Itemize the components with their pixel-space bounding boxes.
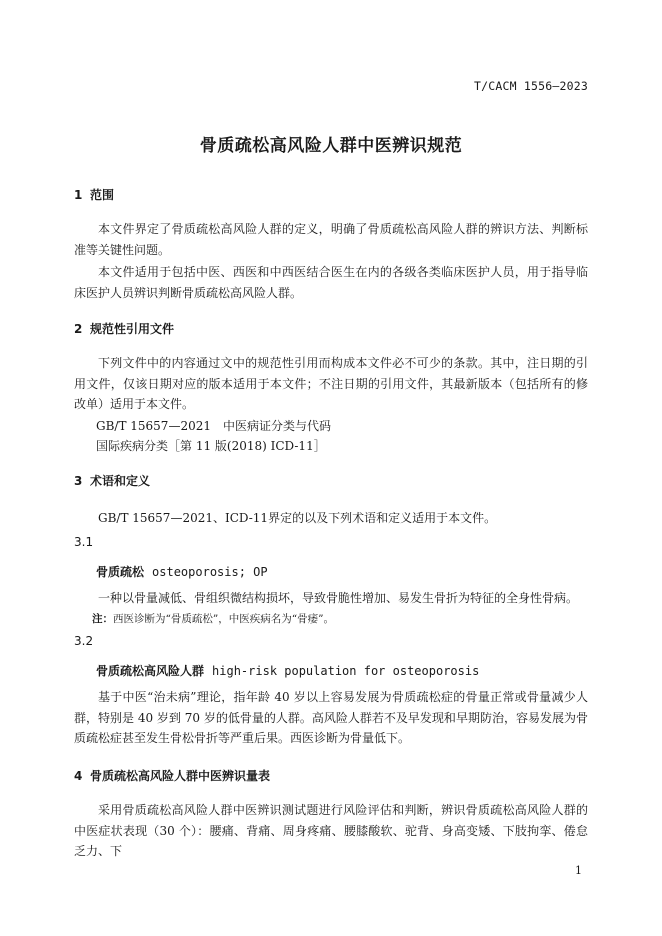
reference-gbt-15657: GB/T 15657—2021 中医病证分类与代码 xyxy=(96,419,331,433)
section-2-paragraph-1: 下列文件中的内容通过文中的规范性引用而构成本文件必不可少的条款。其中，注日期的引用文件，仅该日期对应的版本适用于本文件；不注日期的引用文件，其最新版本（包括所有的修改单）适用于本文件。 xyxy=(74,356,588,411)
section-1-paragraph-1: 本文件界定了骨质疏松高风险人群的定义，明确了骨质疏松高风险人群的辨识方法、判断标准等关键性问题。 xyxy=(74,222,588,257)
term-3-2-definition: 基于中医“治未病”理论，指年龄 40 岁以上容易发展为骨质疏松症的骨量正常或骨量减少人群，特别是 40 岁到 70 岁的低骨量的人群。高风险人群若不及早发现和早期防治，容易发展为骨质疏松症甚至发生骨松骨折等严重后果。西医诊断为骨量低下。 xyxy=(74,690,588,745)
page-number: 1 xyxy=(575,864,582,877)
section-1-heading xyxy=(74,186,114,203)
section-number: 4 xyxy=(74,769,83,783)
section-title: 规范性引用文件 xyxy=(90,322,175,336)
term-3-1-note xyxy=(92,611,334,626)
section-3-paragraph-1: GB/T 15657—2021、ICD-11界定的以及下列术语和定义适用于本文件。 xyxy=(98,511,497,525)
section-4-paragraph-1: 采用骨质疏松高风险人群中医辨识测试题进行风险评估和判断，辨识骨质疏松高风险人群的中医症状表现（30 个）：腰痛、背痛、周身疼痛、腰膝酸软、驼背、身高变矮、下肢拘挛、倦怠乏力、下 xyxy=(74,803,588,858)
term-3-1-number: 3.1 xyxy=(74,535,94,549)
document-title: 骨质疏松高风险人群中医辨识规范 xyxy=(199,136,463,156)
term-chinese: 骨质疏松 xyxy=(96,565,145,579)
section-number: 3 xyxy=(74,474,83,488)
note-text: 西医诊断为“骨质疏松”，中医疾病名为“骨痿”。 xyxy=(113,613,334,625)
term-3-2 xyxy=(96,662,479,679)
section-title: 骨质疏松高风险人群中医辨识量表 xyxy=(90,769,271,783)
section-3-heading xyxy=(74,472,150,489)
term-english: high-risk population for osteoporosis xyxy=(212,664,480,678)
section-1-paragraph-2: 本文件适用于包括中医、西医和中西医结合医生在内的各级各类临床医护人员，用于指导临床医护人员辨识判断骨质疏松高风险人群。 xyxy=(74,265,588,300)
section-number: 2 xyxy=(74,322,83,336)
section-2-heading xyxy=(74,320,174,337)
section-4-heading xyxy=(74,767,270,784)
term-3-1-definition: 一种以骨量减低、骨组织微结构损坏，导致骨脆性增加、易发生骨折为特征的全身性骨病。 xyxy=(98,591,579,605)
section-title: 范围 xyxy=(90,188,115,202)
term-3-2-number: 3.2 xyxy=(74,634,94,648)
term-chinese: 骨质疏松高风险人群 xyxy=(96,664,205,678)
reference-icd-11: 国际疾病分类［第 11 版(2018) ICD-11］ xyxy=(96,439,326,453)
note-label: 注： xyxy=(92,613,113,625)
term-3-1 xyxy=(96,563,268,580)
section-number: 1 xyxy=(74,188,83,202)
section-title: 术语和定义 xyxy=(90,474,151,488)
term-english: osteoporosis; OP xyxy=(152,565,268,579)
document-code: T/CACM 1556—2023 xyxy=(474,79,588,93)
